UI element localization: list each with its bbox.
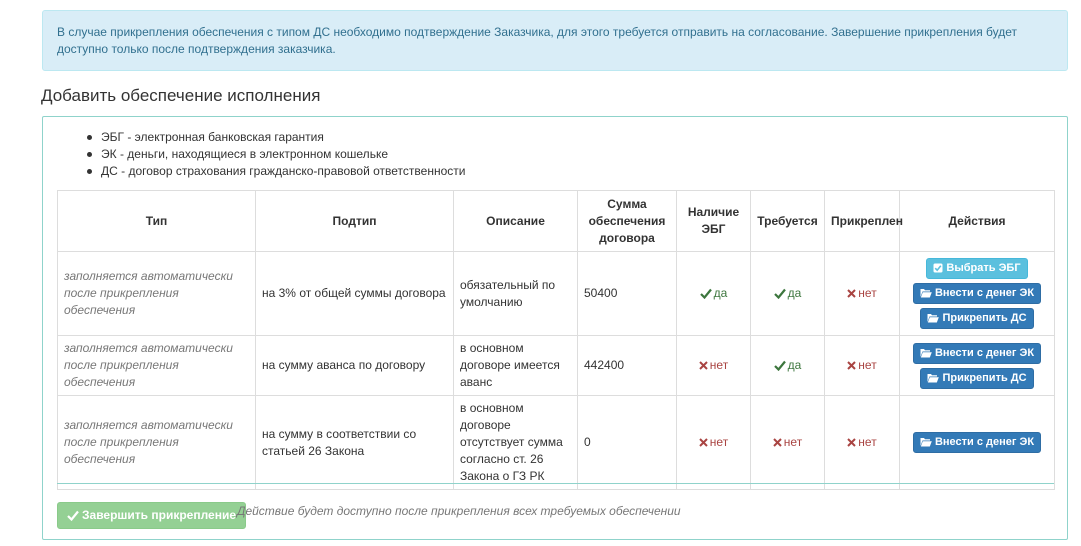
cell-subtype: на 3% от общей суммы договора xyxy=(256,252,454,336)
legend-item-ek: ЭК - деньги, находящиеся в электронном кошельке xyxy=(101,146,465,163)
cell-description: обязательный по умолчанию xyxy=(454,252,578,336)
check-icon xyxy=(700,288,712,299)
x-icon xyxy=(699,438,708,447)
cell-required: нет xyxy=(751,396,825,490)
cell-actions xyxy=(900,336,1055,396)
check-icon xyxy=(67,510,79,521)
header-type: Тип xyxy=(58,191,256,252)
cell-required: да xyxy=(751,336,825,396)
cell-subtype: на сумму аванса по договору xyxy=(256,336,454,396)
attach-ds-button[interactable]: Прикрепить ДС xyxy=(920,308,1033,329)
folder-open-icon xyxy=(927,313,939,323)
header-required: Требуется xyxy=(751,191,825,252)
check-icon xyxy=(774,360,786,371)
cell-amount: 0 xyxy=(578,396,677,490)
folder-open-icon xyxy=(920,348,932,358)
cell-type: заполняется автоматически после прикрепления обеспечения xyxy=(58,252,256,336)
cell-ebg: нет xyxy=(677,396,751,490)
check-icon xyxy=(774,288,786,299)
pay-from-wallet-button[interactable]: Внести с денег ЭК xyxy=(913,283,1041,304)
header-actions: Действия xyxy=(900,191,1055,252)
cell-type: заполняется автоматически после прикрепления обеспечения xyxy=(58,396,256,490)
legend-item-ebg: ЭБГ - электронная банковская гарантия xyxy=(101,129,465,146)
table-row xyxy=(58,396,1055,490)
folder-open-icon xyxy=(920,288,932,298)
header-ebg: Наличие ЭБГ xyxy=(677,191,751,252)
cell-description: в основном договоре имеется аванс xyxy=(454,336,578,396)
cell-required: да xyxy=(751,252,825,336)
cell-actions xyxy=(900,396,1055,490)
pay-from-wallet-button[interactable]: Внести с денег ЭК xyxy=(913,432,1041,453)
finish-attachment-button[interactable]: Завершить прикрепление xyxy=(57,502,246,529)
table-header-row xyxy=(58,191,1055,252)
cell-type: заполняется автоматически после прикрепления обеспечения xyxy=(58,336,256,396)
cell-subtype: на сумму в соответствии со статьей 26 Закона xyxy=(256,396,454,490)
header-attached: Прикреплен xyxy=(825,191,900,252)
legend-list xyxy=(79,129,465,180)
folder-open-icon xyxy=(927,373,939,383)
table-row xyxy=(58,252,1055,336)
header-description: Описание xyxy=(454,191,578,252)
folder-open-icon xyxy=(920,437,932,447)
info-alert-text: В случае прикрепления обеспечения с типом ДС необходимо подтверждение Заказчика, для этого требуется отправить на согласование. Завершение прикрепления будет доступно только после подтверждения заказчика. xyxy=(57,25,1018,56)
x-icon xyxy=(699,361,708,370)
security-table xyxy=(57,190,1055,490)
cell-description: в основном договоре отсутствует сумма согласно ст. 26 Закона о ГЗ РК xyxy=(454,396,578,490)
divider xyxy=(57,483,1054,484)
cell-amount: 442400 xyxy=(578,336,677,396)
check-square-icon xyxy=(933,263,943,273)
x-icon xyxy=(847,438,856,447)
cell-actions xyxy=(900,252,1055,336)
cell-ebg: да xyxy=(677,252,751,336)
footer-note: Действие будет доступно после прикрепления всех требуемых обеспечении xyxy=(237,504,681,518)
select-ebg-button[interactable]: Выбрать ЭБГ xyxy=(926,258,1027,279)
x-icon xyxy=(847,289,856,298)
cell-amount: 50400 xyxy=(578,252,677,336)
section-title: Добавить обеспечение исполнения xyxy=(41,86,321,105)
pay-from-wallet-button[interactable]: Внести с денег ЭК xyxy=(913,343,1041,364)
security-panel xyxy=(42,116,1068,540)
info-alert xyxy=(42,10,1068,71)
x-icon xyxy=(847,361,856,370)
header-amount: Сумма обеспечения договора xyxy=(578,191,677,252)
cell-attached: нет xyxy=(825,396,900,490)
header-subtype: Подтип xyxy=(256,191,454,252)
cell-ebg: нет xyxy=(677,336,751,396)
cell-attached: нет xyxy=(825,252,900,336)
attach-ds-button[interactable]: Прикрепить ДС xyxy=(920,368,1033,389)
legend-item-ds: ДС - договор страхования гражданско-правовой ответственности xyxy=(101,163,465,180)
x-icon xyxy=(773,438,782,447)
cell-attached: нет xyxy=(825,336,900,396)
table-row xyxy=(58,336,1055,396)
